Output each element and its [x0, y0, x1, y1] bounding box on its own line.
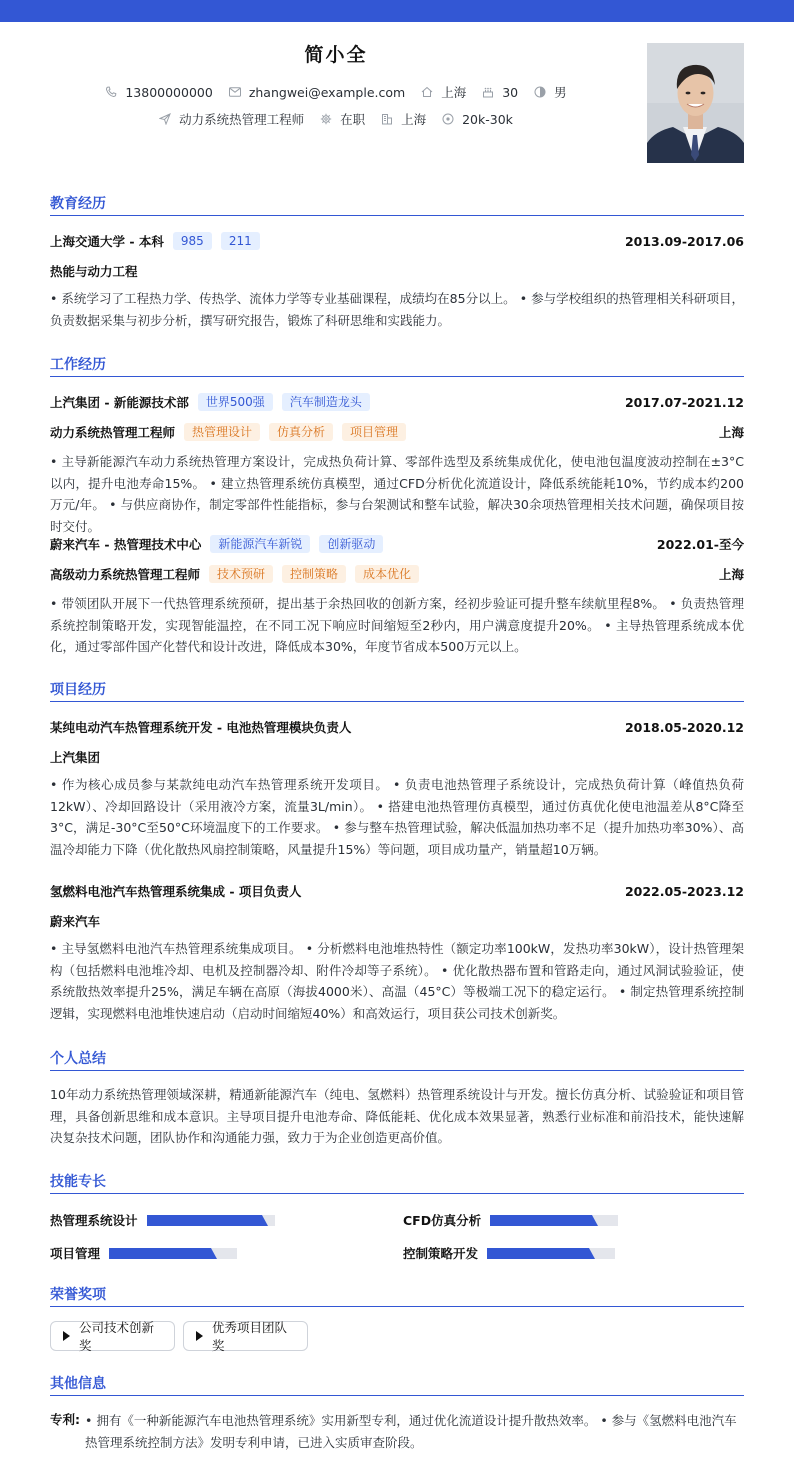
project-org: 上汽集团 — [50, 750, 101, 765]
phone-value: 13800000000 — [125, 84, 213, 100]
gender-icon — [534, 86, 546, 98]
skill-name: 热管理系统设计 — [50, 1213, 138, 1228]
city-value: 上海 — [441, 85, 467, 100]
contact-row — [0, 83, 672, 101]
section-title-other: 其他信息 — [50, 1373, 744, 1396]
role-tag: 技术预研 — [209, 565, 273, 583]
role-tag: 成本优化 — [355, 565, 419, 583]
work-company-row — [50, 535, 744, 553]
work-date: 2022.01-至今 — [656, 537, 744, 552]
role-name: 高级动力系统热管理工程师 — [50, 567, 201, 582]
company-name: 蔚来汽车 - 热管理技术中心 — [50, 537, 202, 552]
play-triangle-icon — [63, 1331, 70, 1341]
section-title-work: 工作经历 — [50, 354, 744, 377]
skill-level-fill — [490, 1215, 592, 1226]
skill-item — [403, 1244, 615, 1262]
award-chip[interactable] — [50, 1321, 175, 1351]
section-title-skills: 技能专长 — [50, 1171, 744, 1194]
skill-level-bar — [487, 1248, 615, 1259]
award-chip[interactable] — [183, 1321, 308, 1351]
project-header — [50, 718, 744, 736]
major-row — [50, 262, 744, 280]
skill-item — [50, 1211, 275, 1229]
company-tag: 汽车制造龙头 — [282, 393, 370, 411]
section-title-summary: 个人总结 — [50, 1048, 744, 1071]
major-name: 热能与动力工程 — [50, 264, 138, 279]
skill-level-bar — [490, 1215, 618, 1226]
company-name: 上汽集团 - 新能源技术部 — [50, 395, 189, 410]
skill-name: 控制策略开发 — [403, 1246, 479, 1261]
skill-name: 项目管理 — [50, 1246, 101, 1261]
work-description: • 带领团队开展下一代热管理系统预研，提出基于余热回收的创新方案，经初步验证可提升整车续航里程8%。 • 负责热管理系统控制策略开发，实现智能温控，在不同工况下响应时间缩短至2秒内，用户满意度提升20%。 • 主导热管理系统成本优化，通过零部件国产化替代和设计改进，降低成本30%，年度节省成本500万元以上。 — [50, 596, 744, 654]
target-city-value: 上海 — [401, 112, 427, 127]
play-triangle-icon — [196, 1331, 203, 1341]
work-location: 上海 — [718, 567, 744, 582]
candidate-name: 简小全 — [304, 44, 368, 66]
school-tag: 211 — [221, 232, 260, 250]
status-value: 在职 — [340, 112, 366, 127]
project-org-row — [50, 748, 744, 766]
role-tag: 热管理设计 — [184, 423, 260, 441]
send-icon — [159, 113, 171, 125]
project-header — [50, 882, 744, 900]
project-org-row — [50, 912, 744, 930]
home-icon — [421, 86, 433, 98]
patent-text: • 拥有《一种新能源汽车电池热管理系统》实用新型专利，通过优化流道设计提升散热效率。 • 参与《氢燃料电池汽车热管理系统控制方法》发明专利申请，已进入实质审查阶段。 — [85, 1413, 737, 1450]
section-title-awards: 荣誉奖项 — [50, 1284, 744, 1307]
company-tag: 新能源汽车新锐 — [210, 535, 310, 553]
summary-text: 10年动力系统热管理领域深耕，精通新能源汽车（纯电、氢燃料）热管理系统设计与开发。擅长仿真分析、试验验证和项目管理，具备创新思维和成本意识。主导项目提升电池寿命、降低能耗、优化成本效果显著，熟悉行业标准和前沿技术，能快速解决复杂技术问题，团队协作和沟通能力强，致力于为企业创造更高价值。 — [50, 1087, 744, 1145]
section-title-education: 教育经历 — [50, 193, 744, 216]
project-org: 蔚来汽车 — [50, 914, 101, 929]
skill-level-fill — [487, 1248, 589, 1259]
project-title: 氢燃料电池汽车热管理系统集成 - 项目负责人 — [50, 884, 302, 899]
skill-level-bar — [147, 1215, 275, 1226]
role-tag: 仿真分析 — [269, 423, 333, 441]
work-date: 2017.07-2021.12 — [624, 394, 744, 410]
project-description: • 作为核心成员参与某款纯电动汽车热管理系统开发项目。 • 负责电池热管理子系统设计，完成热负荷计算（峰值热负荷12kW）、冷却回路设计（采用液冷方案，流量3L/min）。 • 搭建电池热管理仿真模型，通过仿真优化使电池温差从8°C降至3°C，满足-30°C至50°C环境温度下的工作要求。 • 参与整车热管理试验，解决低温加热功率不足（提升加热功率30%）、高温冷却能力下降（优化散热风扇控制策略，风量提升15%）等问题，项目成功量产，销量超10万辆。 — [50, 777, 744, 857]
role-name: 动力系统热管理工程师 — [50, 425, 176, 440]
work-role-row — [50, 565, 744, 583]
education-header — [50, 232, 744, 250]
salary-icon — [442, 113, 454, 125]
position-value: 动力系统热管理工程师 — [179, 112, 305, 127]
section-title-projects: 项目经历 — [50, 679, 744, 702]
skill-item — [403, 1211, 618, 1229]
company-tag: 世界500强 — [198, 393, 273, 411]
job-intent-row — [0, 110, 672, 128]
role-tag: 项目管理 — [342, 423, 406, 441]
education-description: • 系统学习了工程热力学、传热学、流体力学等专业基础课程，成绩均在85分以上。 • 参与学校组织的热管理相关科研项目，负责数据采集与初步分析，撰写研究报告，锻炼了科研思维和实践能力。 — [50, 291, 744, 328]
work-company-row — [50, 393, 744, 411]
award-label: 优秀项目团队奖 — [212, 1320, 288, 1353]
project-description: • 主导氢燃料电池汽车热管理系统集成项目。 • 分析燃料电池堆热特性（额定功率100kW，发热功率30kW），设计热管理架构（包括燃料电池堆冷却、电机及控制器冷却、附件冷却等子系统）。 • 优化散热器布置和管路走向，通过风洞试验验证，使系统散热效率提升25%，满足车辆在高原（海拔4000米）、高温（45°C）等极端工况下的稳定运行。 • 制定热管理系统控制逻辑，实现燃料电池堆快速启动（启动时间缩短40%）和高效运行，项目获公司技术创新奖。 — [50, 941, 744, 1021]
top-accent-bar — [0, 0, 794, 22]
award-label: 公司技术创新奖 — [79, 1320, 155, 1353]
building-icon — [381, 113, 393, 125]
role-tag: 控制策略 — [282, 565, 346, 583]
project-title: 某纯电动汽车热管理系统开发 - 电池热管理模块负责人 — [50, 720, 352, 735]
age-icon — [482, 86, 494, 98]
gear-icon — [320, 113, 332, 125]
school-tag: 985 — [173, 232, 212, 250]
gender-value: 男 — [554, 85, 567, 100]
skill-item — [50, 1244, 237, 1262]
work-description: • 主导新能源汽车动力系统热管理方案设计，完成热负荷计算、零部件选型及系统集成优化，使电池包温度波动控制在±3°C以内，提升电池寿命15%。 • 建立热管理系统仿真模型，通过CFD分析优化流道设计，降低系统能耗10%，节约成本约200万元/年。 • 与供应商协作，制定零部件性能指标，参与台架测试和整车试验，解决30余项热管理相关技术问题，确保项目按时交付。 — [50, 454, 744, 534]
skill-level-bar — [109, 1248, 237, 1259]
age-value: 30 — [502, 84, 519, 100]
project-date: 2018.05-2020.12 — [624, 719, 744, 735]
project-date: 2022.05-2023.12 — [624, 883, 744, 899]
skill-level-fill — [109, 1248, 211, 1259]
work-location: 上海 — [718, 425, 744, 440]
school-name: 上海交通大学 - 本科 — [50, 234, 164, 249]
profile-photo — [647, 43, 744, 163]
patent-label: 专利: — [50, 1412, 80, 1427]
skill-level-fill — [147, 1215, 262, 1226]
work-role-row — [50, 423, 744, 441]
email-value: zhangwei@example.com — [248, 84, 406, 100]
company-tag: 创新驱动 — [319, 535, 383, 553]
salary-value: 20k-30k — [462, 111, 513, 127]
skill-name: CFD仿真分析 — [403, 1213, 482, 1228]
phone-icon — [105, 86, 117, 98]
education-date: 2013.09-2017.06 — [624, 233, 744, 249]
mail-icon — [229, 87, 241, 97]
